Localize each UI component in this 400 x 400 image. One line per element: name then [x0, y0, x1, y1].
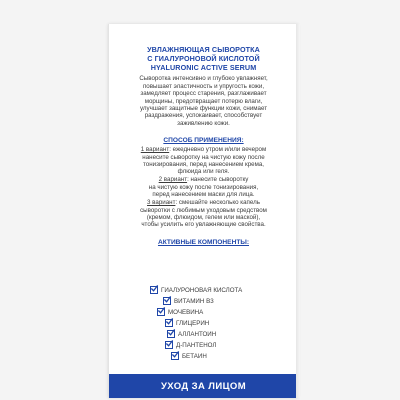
- component-item: [171, 351, 207, 361]
- variant-3-label: 3 вариант: [147, 199, 176, 207]
- component-item: [165, 340, 216, 350]
- description: Сыворотка интенсивно и глубоко увлажняет, повышает эластичность и упругость кожи, замедляет процесс старения, разглаживает морщины, предотвращает потерю влаги, улучшает защитные функции кожи, снимает раздражения, успокаивает, способствует заживлению кожи.: [139, 75, 268, 127]
- component-label: БЕТАИН: [182, 352, 207, 360]
- variant-2-label: 2 вариант: [158, 176, 188, 184]
- checkbox-check-icon: [165, 341, 173, 349]
- component-label: МОЧЕВИНА: [168, 308, 204, 316]
- footer-band: [109, 374, 298, 398]
- variant-1-label: 1 вариант: [140, 146, 170, 154]
- footer-label: УХОД ЗА ЛИЦОМ: [160, 380, 247, 392]
- component-item: [167, 329, 216, 339]
- method-variant-2: [109, 176, 298, 198]
- method-variant-1: [109, 146, 298, 175]
- title-line-1: УВЛАЖНЯЮЩАЯ СЫВОРОТКА: [147, 45, 260, 54]
- product-title: [109, 46, 298, 72]
- checkbox-check-icon: [150, 286, 158, 294]
- components-title: АКТИВНЫЕ КОМПОНЕНТЫ:: [157, 238, 250, 246]
- checkbox-check-icon: [167, 330, 175, 338]
- component-item: [165, 318, 209, 328]
- checkbox-check-icon: [157, 308, 165, 316]
- component-label: ГЛИЦЕРИН: [176, 319, 210, 327]
- component-label: ВИТАМИН В3: [174, 297, 214, 305]
- component-label: АЛЛАНТОИН: [178, 330, 217, 338]
- product-box-side: [108, 24, 298, 398]
- component-item: [150, 285, 242, 295]
- method-variant-3: [109, 199, 298, 228]
- variant-1-text: : ежедневно утром и/или вечером нанесите сыворотку на чистую кожу после тонизирования, перед нанесением крема, флюида или геля.: [142, 146, 267, 176]
- checkbox-check-icon: [165, 319, 173, 327]
- method-title: СПОСОБ ПРИМЕНЕНИЯ:: [163, 137, 244, 145]
- variant-2-text: : нанесите сыворотку на чистую кожу после тонизирования, перед нанесением маски для лица.: [148, 176, 259, 199]
- content: [109, 46, 298, 247]
- variant-3-text: : смешайте несколько капель сыворотки с любимым уходовым средством (кремом, флюидом, гелем или маской), чтобы усилить его увлажняющие свойства.: [140, 199, 267, 229]
- title-line-2: С ГИАЛУРОНОВОЙ КИСЛОТОЙ: [147, 53, 260, 63]
- component-label: ГИАЛУРОНОВАЯ КИСЛОТА: [161, 286, 243, 294]
- checkbox-check-icon: [163, 297, 171, 305]
- component-item: [157, 307, 203, 317]
- box-edge: [296, 24, 300, 398]
- component-label: Д-ПАНТЕНОЛ: [176, 341, 217, 349]
- checkbox-check-icon: [171, 352, 179, 360]
- component-item: [163, 296, 214, 306]
- title-line-3: HYALURONIC ACTIVE SERUM: [150, 62, 257, 72]
